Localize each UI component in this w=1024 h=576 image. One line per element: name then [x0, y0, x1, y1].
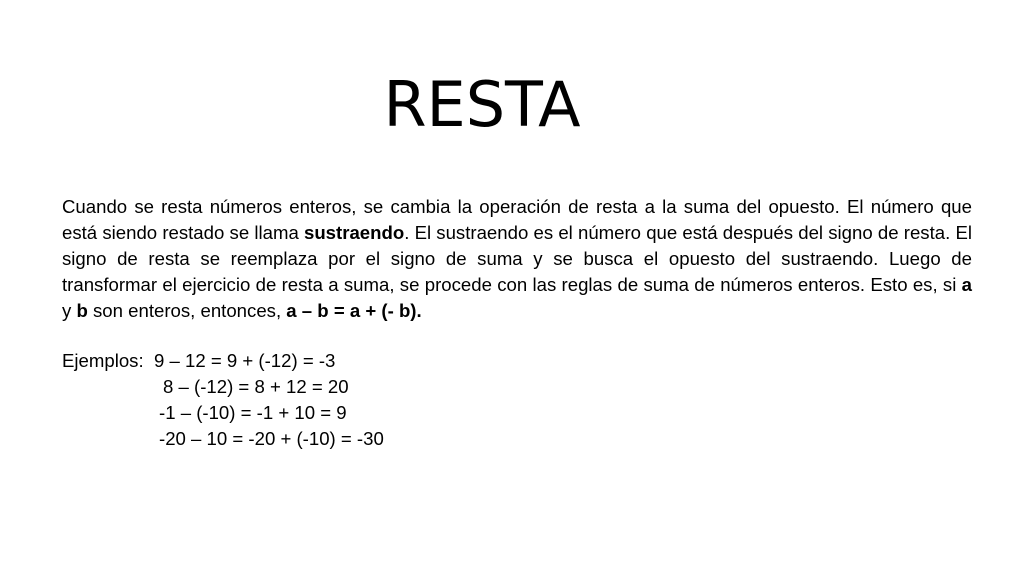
- explanation-paragraph: [62, 194, 972, 324]
- example-line: [62, 426, 662, 452]
- subtraction-formula: a – b = a + (- b).: [286, 300, 422, 321]
- example-item: 8 – (-12) = 8 + 12 = 20: [163, 376, 349, 397]
- term-sustraendo: sustraendo: [303, 222, 405, 243]
- slide-title: RESTA: [383, 68, 581, 141]
- paragraph-part-2: . El sustraendo es el número que está después del signo de resta. El signo de resta se reemplaza por el signo de suma y se busca el opuesto del sustraendo. Luego de transformar el ejercicio de resta a suma, se procede con las reglas de suma de números enteros. Esto es, si: [62, 222, 972, 295]
- paragraph-part-1: Cuando se resta números enteros, se cambia la operación de resta a la suma del opuesto. El número que está siendo restado se llama: [62, 196, 972, 243]
- example-line: [62, 348, 662, 374]
- example-item: -1 – (-10) = -1 + 10 = 9: [159, 402, 347, 423]
- example-line: [62, 400, 662, 426]
- example-item: -20 – 10 = -20 + (-10) = -30: [159, 428, 384, 449]
- examples-block: [62, 348, 662, 452]
- examples-label: Ejemplos:: [62, 350, 154, 371]
- example-item: 9 – 12 = 9 + (-12) = -3: [153, 350, 336, 371]
- variable-b: b: [76, 300, 88, 321]
- example-line: [62, 374, 662, 400]
- paragraph-part-4: son enteros, entonces,: [87, 300, 287, 321]
- variable-a: a: [961, 274, 972, 295]
- paragraph-part-3: y: [62, 300, 77, 321]
